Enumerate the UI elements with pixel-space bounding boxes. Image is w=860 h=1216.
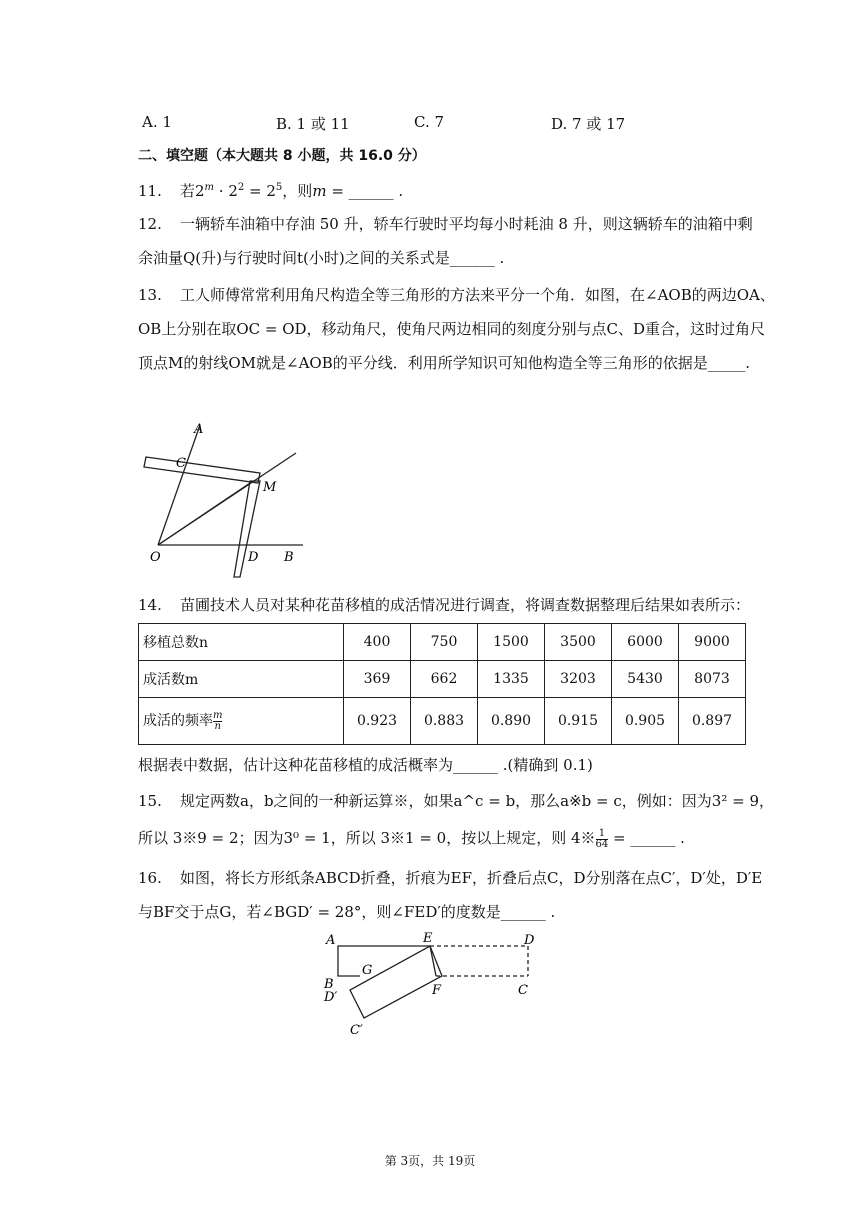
q15-text: = ______ . bbox=[608, 829, 685, 847]
option-a: A. 1 bbox=[142, 113, 172, 131]
row-header: 成活数m bbox=[139, 661, 344, 698]
question-15-line2 bbox=[138, 828, 685, 850]
table-cell: 369 bbox=[344, 661, 411, 698]
table-cell: 1500 bbox=[478, 624, 545, 661]
option-b: B. 1 或 11 bbox=[276, 115, 350, 133]
label-d: D bbox=[524, 933, 535, 948]
question-15-line1 bbox=[138, 791, 774, 811]
label-a: A bbox=[194, 422, 204, 437]
table-cell: 400 bbox=[344, 624, 411, 661]
question-number: 15. bbox=[138, 792, 162, 810]
section-title: 二、填空题（本大题共 8 小题，共 16.0 分） bbox=[138, 148, 426, 164]
table-cell: 0.923 bbox=[344, 698, 411, 745]
question-12-line2: 余油量Q(升)与行驶时间t(小时)之间的关系式是______ . bbox=[138, 249, 505, 267]
label-g: G bbox=[362, 963, 373, 978]
q11-exp-5: 5 bbox=[275, 182, 283, 193]
label-d: D bbox=[248, 550, 259, 565]
label-c-prime: C′ bbox=[350, 1023, 363, 1038]
table-cell: 0.905 bbox=[612, 698, 679, 745]
folded-part bbox=[350, 946, 442, 1018]
table-cell: 3203 bbox=[545, 661, 612, 698]
option-d: D. 7 或 17 bbox=[551, 115, 626, 133]
table-cell: 750 bbox=[411, 624, 478, 661]
row-header bbox=[139, 698, 344, 745]
label-o: O bbox=[150, 550, 161, 565]
folded-strip-figure bbox=[318, 928, 548, 1043]
label-c: C bbox=[176, 456, 186, 471]
question-number: 14. bbox=[138, 596, 162, 614]
table-row bbox=[139, 698, 746, 745]
fraction-den: n bbox=[214, 720, 221, 732]
q11-exp-2: 2 bbox=[237, 182, 245, 193]
question-14-after: 根据表中数据，估计这种花苗移植的成活概率为______ .(精确到 0.1) bbox=[138, 756, 593, 774]
q15-text: 所以 3※9 = 2；因为3⁰ = 1，所以 3※1 = 0，按以上规定，则 4※ bbox=[138, 829, 596, 847]
table-cell: 0.897 bbox=[679, 698, 746, 745]
fraction-m-over-n bbox=[213, 711, 222, 732]
question-number: 13. bbox=[138, 286, 162, 304]
question-number: 16. bbox=[138, 869, 162, 887]
q11-text: = 2 bbox=[244, 182, 276, 200]
q13-text: 工人师傅常常利用角尺构造全等三角形的方法来平分一个角．如图，在∠AOB的两边OA、 bbox=[180, 286, 775, 304]
table-cell: 0.883 bbox=[411, 698, 478, 745]
table-cell: 6000 bbox=[612, 624, 679, 661]
label-e: E bbox=[423, 931, 433, 946]
table-cell: 5430 bbox=[612, 661, 679, 698]
label-f: F bbox=[432, 983, 442, 998]
row-header-text: 成活的频率 bbox=[143, 713, 213, 730]
segment-om bbox=[158, 481, 253, 545]
fraction-num: m bbox=[213, 709, 223, 721]
question-number: 11. bbox=[138, 182, 162, 200]
q14-text: 苗圃技术人员对某种花苗移植的成活情况进行调查，将调查数据整理后结果如表所示： bbox=[180, 596, 751, 614]
q15-text: 规定两数a，b之间的一种新运算※，如果a^c = b，那么a※b = c，例如：因为3² = 9， bbox=[180, 792, 774, 810]
table-cell: 1335 bbox=[478, 661, 545, 698]
page-footer: 第 3页，共 19页 bbox=[384, 1154, 476, 1168]
q11-exp-m: m bbox=[204, 182, 215, 193]
table-cell: 662 bbox=[411, 661, 478, 698]
question-13-line1 bbox=[138, 285, 775, 305]
fraction-num: 1 bbox=[598, 827, 606, 839]
table-cell: 0.915 bbox=[545, 698, 612, 745]
question-number: 12. bbox=[138, 215, 162, 233]
question-16-line1 bbox=[138, 868, 762, 888]
survival-table bbox=[138, 623, 746, 745]
angle-bisector-figure bbox=[138, 415, 318, 585]
table-cell: 0.890 bbox=[478, 698, 545, 745]
table-row bbox=[139, 624, 746, 661]
q11-var: m bbox=[312, 182, 327, 200]
question-13-line2: OB上分别在取OC = OD，移动角尺，使角尺两边相同的刻度分别与点C、D重合，这时过角尺 bbox=[138, 320, 766, 338]
question-16-line2: 与BF交于点G，若∠BGD′ = 28°，则∠FED′的度数是______ . bbox=[138, 903, 556, 921]
ray-oa bbox=[158, 425, 200, 545]
fraction-den: 64 bbox=[595, 838, 609, 850]
fraction-1-over-64 bbox=[596, 829, 609, 850]
label-b: B bbox=[284, 550, 294, 565]
table-row bbox=[139, 661, 746, 698]
crease-ef bbox=[430, 946, 436, 976]
q11-text: · 2 bbox=[214, 182, 238, 200]
label-a: A bbox=[326, 933, 336, 948]
table-cell: 9000 bbox=[679, 624, 746, 661]
option-c: C. 7 bbox=[414, 113, 445, 131]
label-d-prime: D′ bbox=[324, 990, 338, 1005]
q11-text: 若2 bbox=[180, 182, 205, 200]
question-11 bbox=[138, 178, 403, 201]
q11-text: ，则 bbox=[282, 182, 313, 200]
label-c: C bbox=[518, 983, 528, 998]
question-13-line3: 顶点M的射线OM就是∠AOB的平分线．利用所学知识可知他构造全等三角形的依据是_____. bbox=[138, 354, 751, 372]
ruler-arm-1 bbox=[144, 457, 260, 483]
table-cell: 8073 bbox=[679, 661, 746, 698]
question-14 bbox=[138, 595, 750, 615]
q16-text: 如图，将长方形纸条ABCD折叠，折痕为EF，折叠后点C，D分别落在点C′，D′处，D′E bbox=[180, 869, 763, 887]
question-12-line1 bbox=[138, 214, 753, 234]
q11-text: = ______ . bbox=[326, 182, 404, 200]
label-b: B bbox=[324, 977, 334, 992]
table-cell: 3500 bbox=[545, 624, 612, 661]
q12-text: 一辆轿车油箱中存油 50 升，轿车行驶时平均每小时耗油 8 升，则这辆轿车的油箱中剩 bbox=[180, 215, 753, 233]
label-m: M bbox=[263, 480, 277, 495]
row-header: 移植总数n bbox=[139, 624, 344, 661]
